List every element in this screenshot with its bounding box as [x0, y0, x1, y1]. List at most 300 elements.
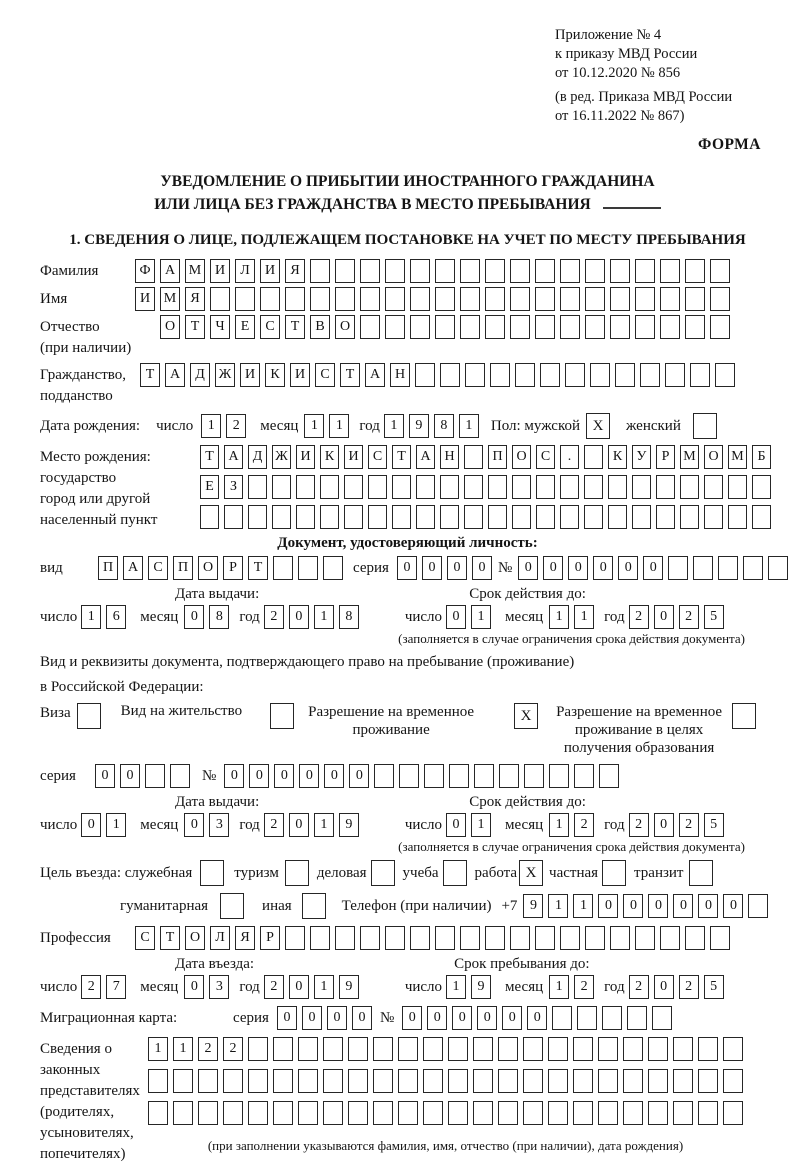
char-cell[interactable]: 0: [120, 764, 140, 788]
char-cell[interactable]: [523, 1101, 543, 1125]
char-cell[interactable]: [552, 1006, 572, 1030]
char-cell[interactable]: [488, 505, 507, 529]
char-cell[interactable]: [535, 259, 555, 283]
char-cell[interactable]: Ж: [272, 445, 291, 469]
char-cell[interactable]: 2: [81, 975, 101, 999]
char-cell[interactable]: [410, 287, 430, 311]
char-cell[interactable]: [535, 926, 555, 950]
char-cell[interactable]: П: [488, 445, 507, 469]
char-cell[interactable]: [535, 287, 555, 311]
char-cell[interactable]: [323, 1069, 343, 1093]
char-cell[interactable]: 0: [447, 556, 467, 580]
char-cell[interactable]: 2: [574, 813, 594, 837]
char-cell[interactable]: [398, 1101, 418, 1125]
char-cell[interactable]: [610, 315, 630, 339]
char-cell[interactable]: [685, 287, 705, 311]
char-cell[interactable]: [323, 1101, 343, 1125]
char-cell[interactable]: 0: [289, 975, 309, 999]
char-cell[interactable]: [485, 926, 505, 950]
char-cell[interactable]: [590, 363, 610, 387]
char-cell[interactable]: [656, 475, 675, 499]
char-cell[interactable]: О: [198, 556, 218, 580]
visa-checkbox[interactable]: [77, 703, 101, 729]
char-cell[interactable]: [272, 475, 291, 499]
char-cell[interactable]: Л: [210, 926, 230, 950]
char-cell[interactable]: Д: [248, 445, 267, 469]
char-cell[interactable]: 0: [648, 894, 668, 918]
char-cell[interactable]: [615, 363, 635, 387]
char-cell[interactable]: [298, 1101, 318, 1125]
char-cell[interactable]: К: [320, 445, 339, 469]
char-cell[interactable]: [610, 287, 630, 311]
char-cell[interactable]: [768, 556, 788, 580]
char-cell[interactable]: [648, 1069, 668, 1093]
char-cell[interactable]: [673, 1069, 693, 1093]
char-cell[interactable]: [248, 1101, 268, 1125]
char-cell[interactable]: Л: [235, 259, 255, 283]
char-cell[interactable]: [635, 926, 655, 950]
char-cell[interactable]: [685, 315, 705, 339]
char-cell[interactable]: 2: [198, 1037, 218, 1061]
char-cell[interactable]: 1: [471, 813, 491, 837]
edu-residence-checkbox[interactable]: [732, 703, 756, 729]
char-cell[interactable]: 5: [704, 605, 724, 629]
char-cell[interactable]: [728, 505, 747, 529]
char-cell[interactable]: С: [260, 315, 280, 339]
char-cell[interactable]: [323, 1037, 343, 1061]
char-cell[interactable]: [285, 926, 305, 950]
char-cell[interactable]: Е: [200, 475, 219, 499]
char-cell[interactable]: [200, 505, 219, 529]
char-cell[interactable]: [145, 764, 165, 788]
char-cell[interactable]: [560, 315, 580, 339]
char-cell[interactable]: [548, 1069, 568, 1093]
char-cell[interactable]: О: [335, 315, 355, 339]
char-cell[interactable]: [680, 475, 699, 499]
char-cell[interactable]: [623, 1037, 643, 1061]
char-cell[interactable]: 0: [352, 1006, 372, 1030]
male-checkbox[interactable]: X: [586, 413, 610, 439]
char-cell[interactable]: [752, 475, 771, 499]
char-cell[interactable]: Р: [656, 445, 675, 469]
char-cell[interactable]: [632, 505, 651, 529]
char-cell[interactable]: 1: [446, 975, 466, 999]
char-cell[interactable]: [488, 475, 507, 499]
char-cell[interactable]: [385, 287, 405, 311]
char-cell[interactable]: [660, 287, 680, 311]
char-cell[interactable]: М: [185, 259, 205, 283]
char-cell[interactable]: [510, 926, 530, 950]
char-cell[interactable]: [632, 475, 651, 499]
char-cell[interactable]: [360, 287, 380, 311]
char-cell[interactable]: [660, 315, 680, 339]
char-cell[interactable]: 8: [209, 605, 229, 629]
char-cell[interactable]: 0: [568, 556, 588, 580]
char-cell[interactable]: [498, 1037, 518, 1061]
char-cell[interactable]: 2: [629, 975, 649, 999]
char-cell[interactable]: [464, 445, 483, 469]
char-cell[interactable]: [585, 926, 605, 950]
char-cell[interactable]: [723, 1101, 743, 1125]
char-cell[interactable]: [698, 1101, 718, 1125]
char-cell[interactable]: 0: [274, 764, 294, 788]
char-cell[interactable]: 0: [593, 556, 613, 580]
char-cell[interactable]: [210, 287, 230, 311]
char-cell[interactable]: Н: [440, 445, 459, 469]
char-cell[interactable]: [460, 287, 480, 311]
char-cell[interactable]: 0: [184, 813, 204, 837]
char-cell[interactable]: [515, 363, 535, 387]
char-cell[interactable]: [560, 259, 580, 283]
char-cell[interactable]: [665, 363, 685, 387]
char-cell[interactable]: [460, 259, 480, 283]
purpose-tourism-checkbox[interactable]: [285, 860, 309, 886]
char-cell[interactable]: [373, 1069, 393, 1093]
char-cell[interactable]: Т: [340, 363, 360, 387]
char-cell[interactable]: [398, 1069, 418, 1093]
char-cell[interactable]: А: [365, 363, 385, 387]
char-cell[interactable]: [584, 445, 603, 469]
char-cell[interactable]: [623, 1069, 643, 1093]
char-cell[interactable]: 3: [209, 813, 229, 837]
char-cell[interactable]: И: [210, 259, 230, 283]
char-cell[interactable]: 1: [549, 975, 569, 999]
char-cell[interactable]: Я: [235, 926, 255, 950]
char-cell[interactable]: [416, 475, 435, 499]
char-cell[interactable]: 0: [452, 1006, 472, 1030]
char-cell[interactable]: З: [224, 475, 243, 499]
char-cell[interactable]: [273, 1101, 293, 1125]
char-cell[interactable]: [648, 1101, 668, 1125]
char-cell[interactable]: [573, 1101, 593, 1125]
char-cell[interactable]: [656, 505, 675, 529]
char-cell[interactable]: 9: [523, 894, 543, 918]
char-cell[interactable]: [510, 315, 530, 339]
char-cell[interactable]: [485, 315, 505, 339]
char-cell[interactable]: [498, 1101, 518, 1125]
char-cell[interactable]: П: [98, 556, 118, 580]
char-cell[interactable]: [635, 259, 655, 283]
char-cell[interactable]: [348, 1101, 368, 1125]
char-cell[interactable]: [224, 505, 243, 529]
char-cell[interactable]: [435, 287, 455, 311]
char-cell[interactable]: Я: [185, 287, 205, 311]
char-cell[interactable]: 0: [397, 556, 417, 580]
char-cell[interactable]: [510, 259, 530, 283]
char-cell[interactable]: 1: [573, 894, 593, 918]
char-cell[interactable]: 5: [704, 975, 724, 999]
char-cell[interactable]: [652, 1006, 672, 1030]
char-cell[interactable]: [608, 475, 627, 499]
char-cell[interactable]: [310, 926, 330, 950]
char-cell[interactable]: 0: [277, 1006, 297, 1030]
char-cell[interactable]: [608, 505, 627, 529]
char-cell[interactable]: [460, 926, 480, 950]
char-cell[interactable]: [693, 556, 713, 580]
char-cell[interactable]: 7: [106, 975, 126, 999]
char-cell[interactable]: В: [310, 315, 330, 339]
char-cell[interactable]: [385, 926, 405, 950]
char-cell[interactable]: О: [512, 445, 531, 469]
char-cell[interactable]: [415, 363, 435, 387]
char-cell[interactable]: [512, 505, 531, 529]
char-cell[interactable]: [510, 287, 530, 311]
char-cell[interactable]: [585, 287, 605, 311]
char-cell[interactable]: [704, 475, 723, 499]
char-cell[interactable]: Н: [390, 363, 410, 387]
char-cell[interactable]: [560, 926, 580, 950]
char-cell[interactable]: 9: [471, 975, 491, 999]
char-cell[interactable]: [610, 259, 630, 283]
char-cell[interactable]: 1: [329, 414, 349, 438]
char-cell[interactable]: 0: [698, 894, 718, 918]
char-cell[interactable]: [410, 259, 430, 283]
char-cell[interactable]: [423, 1069, 443, 1093]
char-cell[interactable]: М: [160, 287, 180, 311]
char-cell[interactable]: [474, 764, 494, 788]
char-cell[interactable]: [348, 1069, 368, 1093]
char-cell[interactable]: [320, 475, 339, 499]
char-cell[interactable]: 0: [427, 1006, 447, 1030]
female-checkbox[interactable]: [693, 413, 717, 439]
char-cell[interactable]: 0: [446, 605, 466, 629]
purpose-private-checkbox[interactable]: [602, 860, 626, 886]
char-cell[interactable]: 2: [629, 605, 649, 629]
char-cell[interactable]: И: [260, 259, 280, 283]
char-cell[interactable]: [668, 556, 688, 580]
purpose-work-checkbox[interactable]: X: [519, 860, 543, 886]
char-cell[interactable]: [272, 505, 291, 529]
char-cell[interactable]: [148, 1101, 168, 1125]
char-cell[interactable]: 1: [548, 894, 568, 918]
char-cell[interactable]: [560, 287, 580, 311]
char-cell[interactable]: [560, 475, 579, 499]
char-cell[interactable]: [573, 1037, 593, 1061]
char-cell[interactable]: [424, 764, 444, 788]
char-cell[interactable]: [577, 1006, 597, 1030]
purpose-other-checkbox[interactable]: [302, 893, 326, 919]
purpose-transit-checkbox[interactable]: [689, 860, 713, 886]
char-cell[interactable]: [460, 315, 480, 339]
char-cell[interactable]: И: [290, 363, 310, 387]
char-cell[interactable]: [440, 363, 460, 387]
char-cell[interactable]: О: [704, 445, 723, 469]
char-cell[interactable]: 0: [299, 764, 319, 788]
char-cell[interactable]: [260, 287, 280, 311]
char-cell[interactable]: [523, 1037, 543, 1061]
char-cell[interactable]: 0: [249, 764, 269, 788]
char-cell[interactable]: [660, 926, 680, 950]
char-cell[interactable]: [435, 926, 455, 950]
char-cell[interactable]: 0: [623, 894, 643, 918]
char-cell[interactable]: [440, 505, 459, 529]
char-cell[interactable]: [560, 505, 579, 529]
char-cell[interactable]: [498, 1069, 518, 1093]
char-cell[interactable]: [584, 475, 603, 499]
char-cell[interactable]: [373, 1101, 393, 1125]
char-cell[interactable]: 2: [679, 813, 699, 837]
char-cell[interactable]: [368, 505, 387, 529]
char-cell[interactable]: [374, 764, 394, 788]
char-cell[interactable]: 2: [679, 975, 699, 999]
char-cell[interactable]: 8: [434, 414, 454, 438]
char-cell[interactable]: [285, 287, 305, 311]
char-cell[interactable]: [540, 363, 560, 387]
char-cell[interactable]: [248, 1037, 268, 1061]
char-cell[interactable]: 2: [223, 1037, 243, 1061]
char-cell[interactable]: [173, 1101, 193, 1125]
char-cell[interactable]: С: [536, 445, 555, 469]
char-cell[interactable]: [710, 287, 730, 311]
char-cell[interactable]: [743, 556, 763, 580]
char-cell[interactable]: 1: [304, 414, 324, 438]
char-cell[interactable]: [198, 1069, 218, 1093]
char-cell[interactable]: [392, 475, 411, 499]
char-cell[interactable]: 2: [264, 975, 284, 999]
char-cell[interactable]: [410, 315, 430, 339]
char-cell[interactable]: 0: [184, 605, 204, 629]
char-cell[interactable]: [585, 259, 605, 283]
char-cell[interactable]: [685, 259, 705, 283]
char-cell[interactable]: А: [160, 259, 180, 283]
char-cell[interactable]: [710, 315, 730, 339]
char-cell[interactable]: [310, 287, 330, 311]
char-cell[interactable]: [473, 1069, 493, 1093]
char-cell[interactable]: [728, 475, 747, 499]
char-cell[interactable]: [248, 475, 267, 499]
char-cell[interactable]: [273, 1037, 293, 1061]
char-cell[interactable]: [485, 287, 505, 311]
char-cell[interactable]: 0: [81, 813, 101, 837]
char-cell[interactable]: О: [160, 315, 180, 339]
char-cell[interactable]: 1: [549, 813, 569, 837]
char-cell[interactable]: [710, 926, 730, 950]
char-cell[interactable]: [223, 1101, 243, 1125]
char-cell[interactable]: [704, 505, 723, 529]
char-cell[interactable]: 0: [184, 975, 204, 999]
char-cell[interactable]: 2: [226, 414, 246, 438]
char-cell[interactable]: [423, 1037, 443, 1061]
char-cell[interactable]: Я: [285, 259, 305, 283]
char-cell[interactable]: .: [560, 445, 579, 469]
char-cell[interactable]: [173, 1069, 193, 1093]
char-cell[interactable]: [273, 556, 293, 580]
char-cell[interactable]: А: [165, 363, 185, 387]
char-cell[interactable]: [599, 764, 619, 788]
char-cell[interactable]: [710, 259, 730, 283]
char-cell[interactable]: [344, 505, 363, 529]
char-cell[interactable]: [448, 1069, 468, 1093]
char-cell[interactable]: [627, 1006, 647, 1030]
temp-residence-checkbox[interactable]: X: [514, 703, 538, 729]
char-cell[interactable]: [499, 764, 519, 788]
char-cell[interactable]: А: [416, 445, 435, 469]
char-cell[interactable]: С: [148, 556, 168, 580]
char-cell[interactable]: 8: [339, 605, 359, 629]
char-cell[interactable]: [360, 315, 380, 339]
char-cell[interactable]: [565, 363, 585, 387]
char-cell[interactable]: 1: [201, 414, 221, 438]
char-cell[interactable]: У: [632, 445, 651, 469]
char-cell[interactable]: [298, 556, 318, 580]
char-cell[interactable]: 0: [289, 813, 309, 837]
char-cell[interactable]: [448, 1037, 468, 1061]
char-cell[interactable]: 0: [502, 1006, 522, 1030]
char-cell[interactable]: Д: [190, 363, 210, 387]
char-cell[interactable]: [148, 1069, 168, 1093]
char-cell[interactable]: 0: [654, 975, 674, 999]
char-cell[interactable]: [673, 1037, 693, 1061]
char-cell[interactable]: Б: [752, 445, 771, 469]
char-cell[interactable]: 0: [477, 1006, 497, 1030]
char-cell[interactable]: [335, 259, 355, 283]
char-cell[interactable]: [698, 1037, 718, 1061]
char-cell[interactable]: [348, 1037, 368, 1061]
char-cell[interactable]: К: [265, 363, 285, 387]
char-cell[interactable]: [524, 764, 544, 788]
purpose-business-checkbox[interactable]: [371, 860, 395, 886]
purpose-humanitarian-checkbox[interactable]: [220, 893, 244, 919]
char-cell[interactable]: [598, 1069, 618, 1093]
char-cell[interactable]: 3: [209, 975, 229, 999]
char-cell[interactable]: 1: [471, 605, 491, 629]
char-cell[interactable]: С: [315, 363, 335, 387]
char-cell[interactable]: 0: [446, 813, 466, 837]
char-cell[interactable]: Т: [392, 445, 411, 469]
char-cell[interactable]: 0: [598, 894, 618, 918]
char-cell[interactable]: [473, 1037, 493, 1061]
char-cell[interactable]: 0: [543, 556, 563, 580]
char-cell[interactable]: [490, 363, 510, 387]
char-cell[interactable]: Т: [248, 556, 268, 580]
char-cell[interactable]: К: [608, 445, 627, 469]
char-cell[interactable]: 0: [402, 1006, 422, 1030]
char-cell[interactable]: [335, 926, 355, 950]
char-cell[interactable]: [464, 505, 483, 529]
char-cell[interactable]: [296, 505, 315, 529]
char-cell[interactable]: [584, 505, 603, 529]
char-cell[interactable]: [435, 315, 455, 339]
char-cell[interactable]: [549, 764, 569, 788]
char-cell[interactable]: [573, 1069, 593, 1093]
char-cell[interactable]: 1: [459, 414, 479, 438]
char-cell[interactable]: [464, 475, 483, 499]
char-cell[interactable]: 0: [224, 764, 244, 788]
char-cell[interactable]: [715, 363, 735, 387]
char-cell[interactable]: Т: [185, 315, 205, 339]
purpose-official-checkbox[interactable]: [200, 860, 224, 886]
char-cell[interactable]: [360, 259, 380, 283]
purpose-study-checkbox[interactable]: [443, 860, 467, 886]
char-cell[interactable]: [385, 315, 405, 339]
char-cell[interactable]: [465, 363, 485, 387]
residence-permit-checkbox[interactable]: [270, 703, 294, 729]
char-cell[interactable]: [485, 259, 505, 283]
char-cell[interactable]: А: [224, 445, 243, 469]
char-cell[interactable]: [398, 1037, 418, 1061]
char-cell[interactable]: [435, 259, 455, 283]
char-cell[interactable]: А: [123, 556, 143, 580]
char-cell[interactable]: [718, 556, 738, 580]
char-cell[interactable]: 0: [723, 894, 743, 918]
char-cell[interactable]: 2: [264, 813, 284, 837]
char-cell[interactable]: [320, 505, 339, 529]
char-cell[interactable]: [723, 1037, 743, 1061]
char-cell[interactable]: 2: [264, 605, 284, 629]
char-cell[interactable]: И: [344, 445, 363, 469]
char-cell[interactable]: 0: [673, 894, 693, 918]
char-cell[interactable]: [410, 926, 430, 950]
